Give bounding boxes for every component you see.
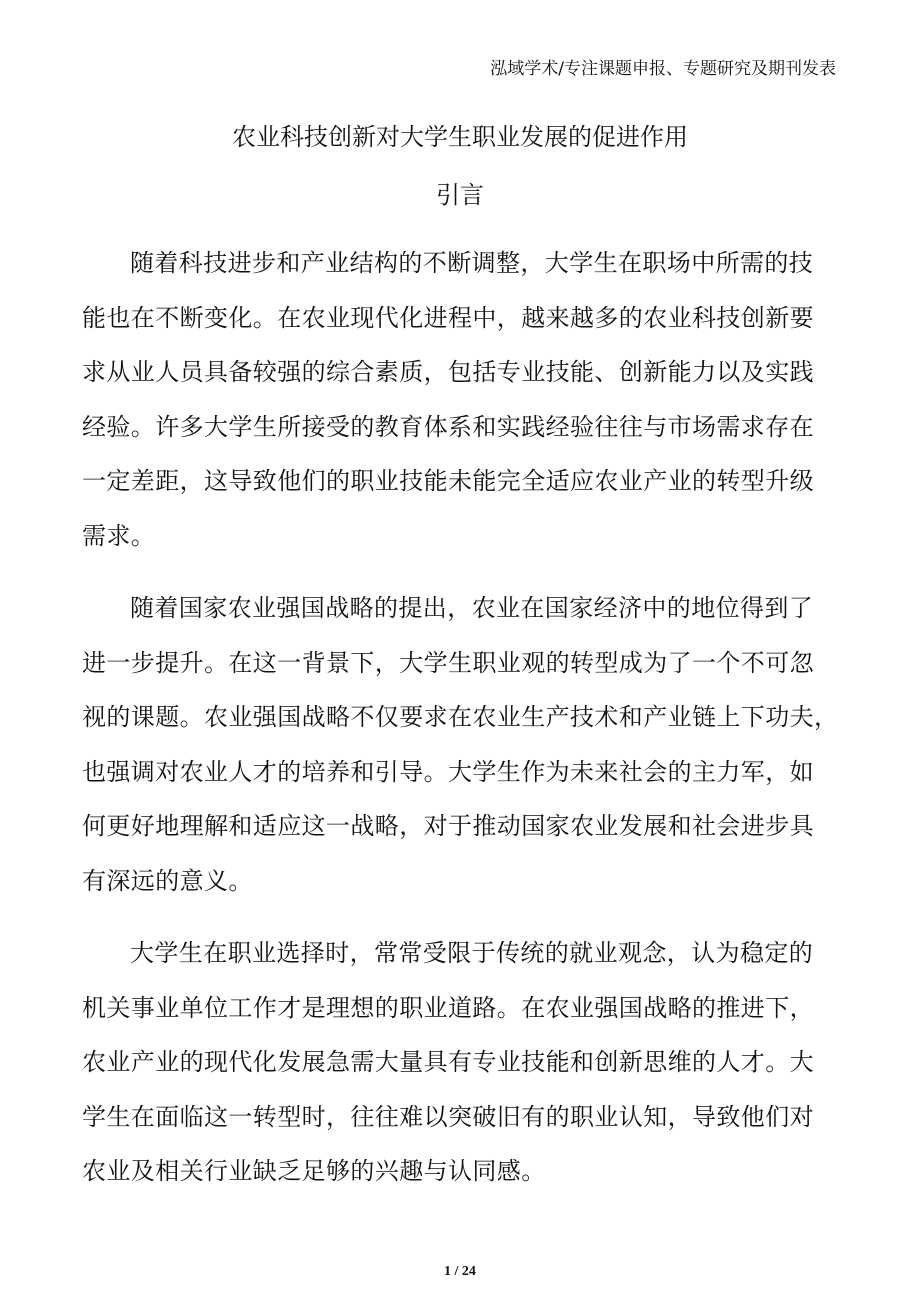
paragraph-line: 有深远的意义。 (82, 866, 253, 895)
paragraph-line: 何更好地理解和适应这一战略，对于推动国家农业发展和社会进步具 (82, 812, 814, 840)
paragraph-line: 能也在不断变化。在农业现代化进程中，越来越多的农业科技创新要 (82, 303, 814, 332)
section-heading: 引言 (436, 181, 484, 209)
paragraph-line: 学生在面临这一转型时，往往难以突破旧有的职业认知，导致他们对 (82, 1102, 814, 1131)
paragraph-line: 农业产业的现代化发展急需大量具有专业技能和创新思维的人才。大 (82, 1048, 814, 1076)
page-number: 1 / 24 (444, 1264, 476, 1279)
paragraph-line: 需求。 (82, 521, 156, 550)
paragraph-1 (82, 236, 838, 563)
paragraph-line: 视的课题。农业强国战略不仅要求在农业生产技术和产业链上下功夫， (82, 703, 839, 731)
paragraph-line: 一定差距，这导致他们的职业技能未能完全适应农业产业的转型升级 (82, 467, 814, 495)
paragraph-line: 也强调对农业人才的培养和引导。大学生作为未来社会的主力军，如 (82, 757, 814, 786)
paragraph-line: 随着国家农业强国战略的提出，农业在国家经济中的地位得到了 (130, 594, 814, 622)
document-body (82, 236, 838, 1217)
paragraph-line: 农业及相关行业缺乏足够的兴趣与认同感。 (82, 1157, 546, 1185)
paragraph-line: 求从业人员具备较强的综合素质，包括专业技能、创新能力以及实践 (82, 358, 814, 386)
page-header: 泓域学术/专注课题申报、专题研究及期刊发表 (490, 59, 836, 79)
paragraph-line: 大学生在职业选择时，常常受限于传统的就业观念，认为稳定的 (130, 939, 814, 967)
paragraph-line: 进一步提升。在这一背景下，大学生职业观的转型成为了一个不可忽 (82, 648, 814, 677)
paragraph-3 (82, 926, 838, 1199)
document-title: 农业科技创新对大学生职业发展的促进作用 (232, 123, 688, 151)
paragraph-line: 机关事业单位工作才是理想的职业道路。在农业强国战略的推进下， (82, 993, 814, 1022)
paragraph-2 (82, 581, 838, 908)
paragraph-line: 随着科技进步和产业结构的不断调整，大学生在职场中所需的技 (130, 249, 814, 277)
paragraph-line: 经验。许多大学生所接受的教育体系和实践经验往往与市场需求存在 (82, 412, 814, 441)
